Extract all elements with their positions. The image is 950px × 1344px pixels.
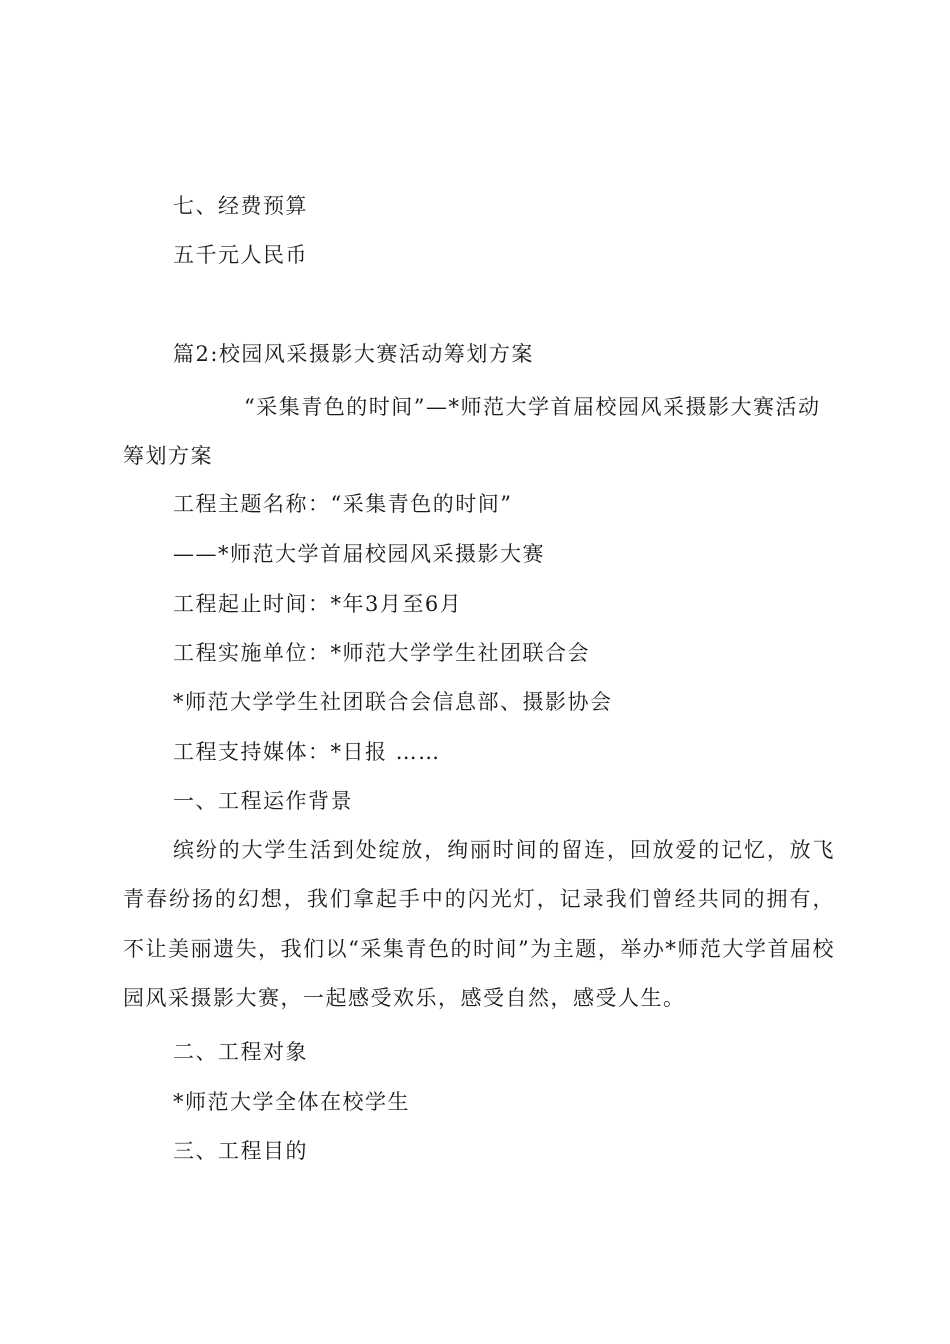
section-heading-audience: 二、工程对象 (173, 1040, 308, 1064)
project-subtitle: ——*师范大学首届校园风采摄影大赛 (173, 542, 545, 566)
audience-text: *师范大学全体在校学生 (173, 1090, 410, 1114)
section-heading-purpose: 三、工程目的 (173, 1139, 308, 1163)
budget-amount: 五千元人民币 (173, 243, 308, 267)
section-heading-budget: 七、经费预算 (173, 194, 308, 218)
project-period: 工程起止时间：*年3月至6月 (173, 592, 463, 616)
article-heading: 篇2:校园风采摄影大赛活动筹划方案 (173, 342, 534, 366)
project-co-organizer: *师范大学学生社团联合会信息部、摄影协会 (173, 690, 613, 714)
project-theme: 工程主题名称：“采集青色的时间” (173, 492, 513, 516)
background-paragraph: 缤纷的大学生活到处绽放，绚丽时间的留连，回放爱的记忆，放飞青春纷扬的幻想，我们拿起手中的闪光灯，记录我们曾经共同的拥有，不让美丽遗失，我们以“采集青色的时间”为主题，举办*师范大学首届校园风采摄影大赛，一起感受欢乐，感受自然，感受人生。 (123, 838, 835, 1010)
project-media: 工程支持媒体：*日报 …… (173, 740, 441, 764)
section-heading-background: 一、工程运作背景 (173, 789, 353, 813)
project-organizer: 工程实施单位：*师范大学学生社团联合会 (173, 641, 590, 665)
plan-title: “采集青色的时间”—*师范大学首届校园风采摄影大赛活动筹划方案 (123, 395, 821, 469)
